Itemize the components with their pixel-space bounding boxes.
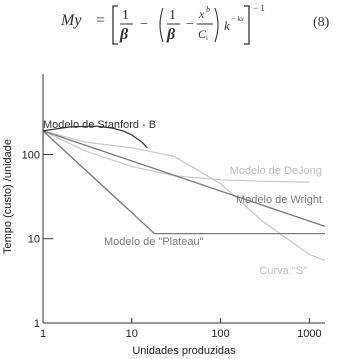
eq-k-exponent: − kx: [231, 15, 244, 23]
eq-one-1: 1: [122, 8, 129, 23]
series-label-stanford: Modelo de Stanford - B: [43, 119, 157, 131]
series-label-dejong: Modelo de DeJong: [229, 165, 322, 177]
eq-minus-2: −: [186, 17, 194, 32]
series-line-wright: [43, 131, 325, 227]
eq-one-2: 1: [169, 8, 176, 23]
series-label-plateau: Modelo de "Plateau": [104, 236, 204, 248]
eq-beta-2: β: [167, 26, 176, 43]
x-tick-label: 1000: [297, 328, 322, 340]
eq-right-bracket: [244, 6, 249, 44]
eq-x: x: [199, 7, 205, 21]
eq-left-paren: [160, 8, 163, 42]
eq-c-subscript: i: [206, 34, 208, 42]
eq-right-paren: [215, 8, 218, 42]
eq-outer-exponent: − 1: [253, 3, 265, 13]
x-tick-label: 10: [125, 328, 138, 340]
eq-left-bracket: [113, 6, 118, 44]
x-tick-label: 1: [39, 328, 47, 340]
eq-c: C: [198, 27, 207, 41]
series-label-wright: Modelo de Wright: [235, 194, 322, 206]
eq-minus-1: −: [140, 17, 148, 32]
x-axis-title: Unidades produzidas: [132, 345, 236, 357]
series-labels: [43, 119, 322, 277]
eq-beta-1: β: [120, 26, 129, 43]
series-label-curva-s: Curva "S": [259, 265, 307, 277]
eq-x-exponent: b: [206, 5, 210, 14]
y-tick-label: 100: [21, 149, 40, 162]
y-tick-label: 10: [27, 233, 40, 246]
series-line-plateau: [43, 131, 325, 234]
eq-number: (8): [313, 15, 330, 30]
eq-equals: =: [96, 12, 106, 29]
equation: [60, 3, 330, 44]
chart: [2, 74, 325, 357]
eq-k: k: [224, 18, 230, 33]
y-tick-label: 1: [33, 318, 40, 330]
y-axis-title: Tempo (custo) /unidade: [2, 139, 14, 254]
x-tick-label: 100: [211, 328, 230, 340]
eq-lhs: My: [61, 12, 82, 29]
